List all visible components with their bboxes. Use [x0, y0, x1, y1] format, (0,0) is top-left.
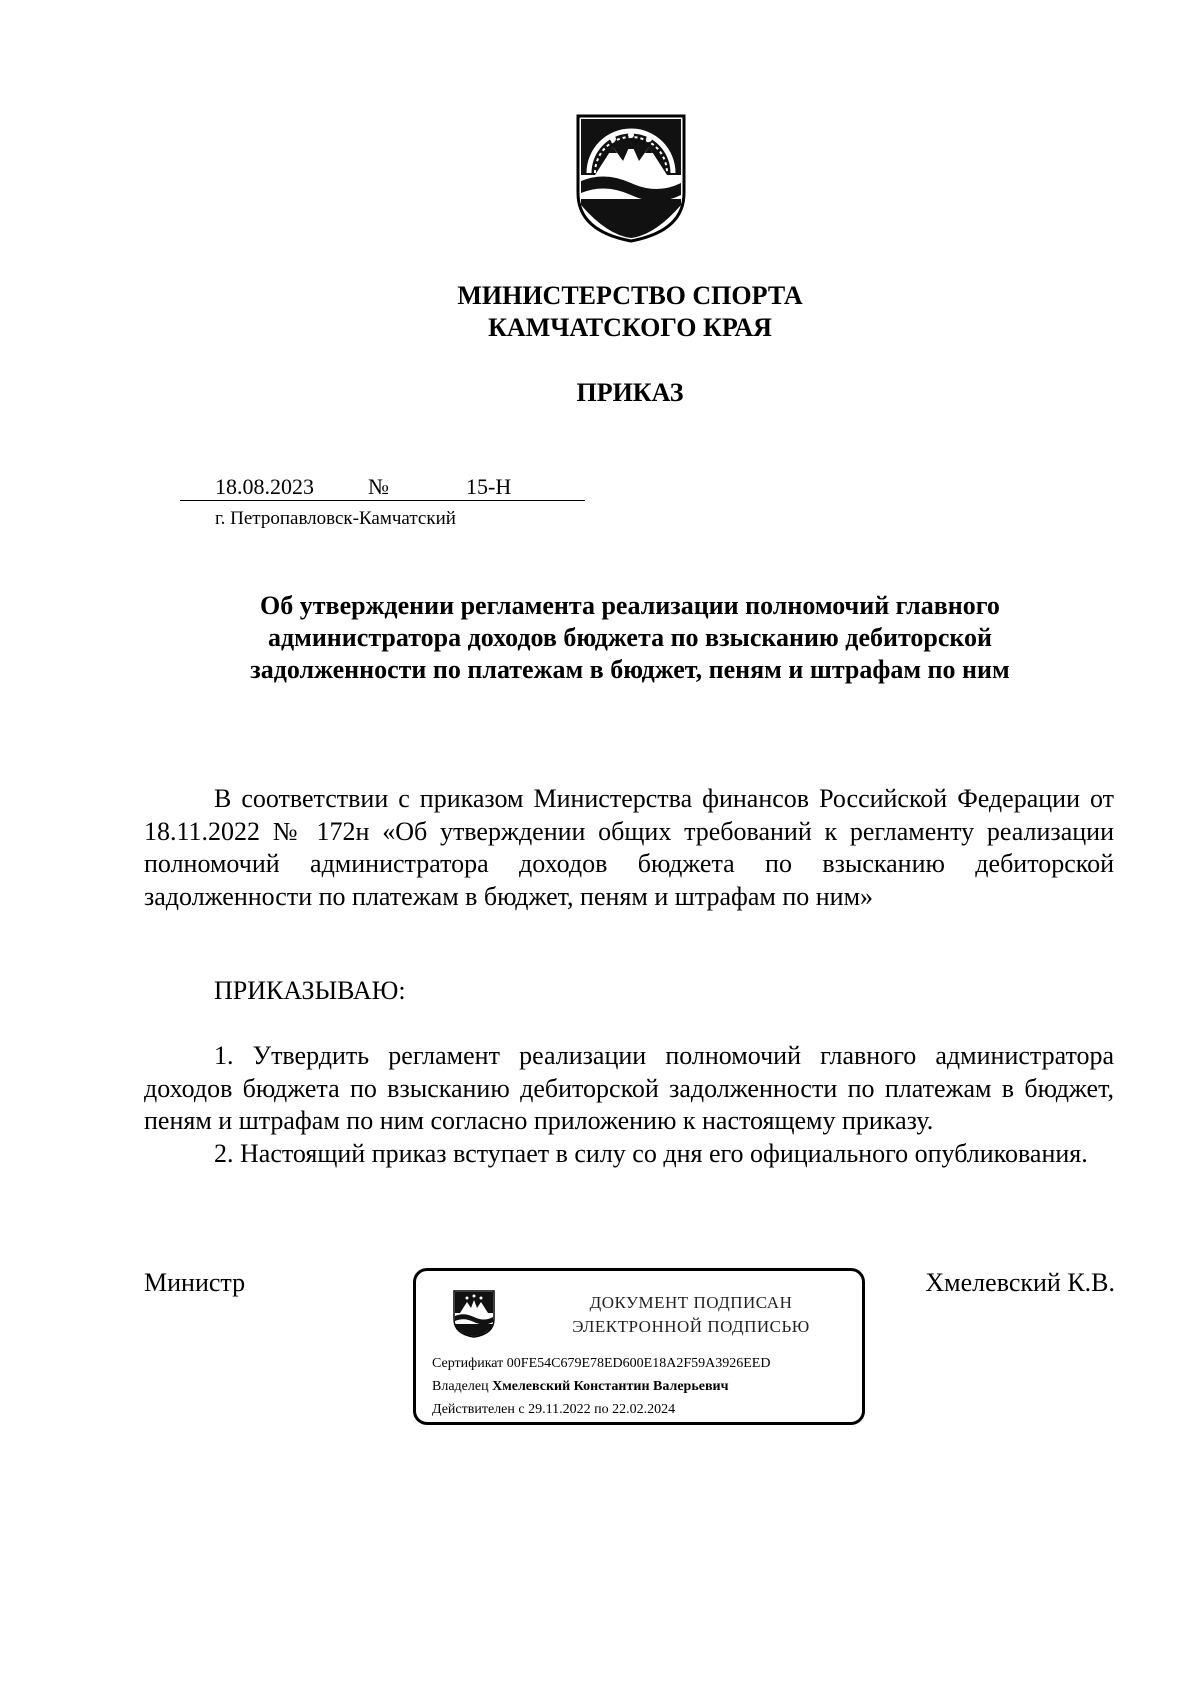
order-item-1: 1. Утвердить регламент реализации полномочий главного администратора доходов бюджета по взысканию дебиторской задолженности по платежам в бюджет, пеням и штрафам по ним согласно приложению к настоящему приказу. — [144, 1041, 1114, 1135]
stamp-certificate-label: Сертификат — [432, 1356, 504, 1371]
preamble-paragraph: В соответствии с приказом Министерства финансов Российской Федерации от 18.11.2022 № 172н «Об утверждении общих требований к регламенту реализации полномочий администратора доходов бюджета по взысканию дебиторской задолженности по платежам в бюджет, пеням и штрафам по ним» — [144, 784, 1114, 911]
stamp-certificate — [432, 1356, 770, 1372]
document-city: г. Петропавловск-Камчатский — [215, 508, 456, 529]
document-date: 18.08.2023 — [215, 474, 314, 499]
electronic-signature-stamp — [413, 1268, 865, 1425]
document-subject — [200, 590, 1060, 686]
date-number-underline — [180, 500, 585, 501]
stamp-valid-from-prefix: с — [518, 1402, 525, 1417]
stamp-title-line1: ДОКУМЕНТ ПОДПИСАН — [589, 1293, 793, 1312]
stamp-owner-label: Владелец — [432, 1379, 489, 1394]
stamp-valid-label: Действителен — [432, 1402, 515, 1417]
number-sign: № — [368, 474, 389, 499]
organization-name-line1: МИНИСТЕРСТВО СПОРТА — [457, 281, 803, 310]
stamp-title-line2: ЭЛЕКТРОННОЙ ПОДПИСЬЮ — [572, 1317, 810, 1336]
order-item-2: 2. Настоящий приказ вступает в силу со дня его официального опубликования. — [214, 1138, 1088, 1168]
organization-name-line2: КАМЧАТСКОГО КРАЯ — [488, 313, 772, 342]
order-items — [144, 1040, 1114, 1170]
stamp-owner-value: Хмелевский Константин Валерьевич — [492, 1379, 729, 1394]
document-type: ПРИКАЗ — [576, 378, 684, 407]
stamp-valid-to-prefix: по — [594, 1402, 609, 1417]
signatory-role: Министр — [144, 1268, 246, 1297]
subject-line: задолженности по платежам в бюджет, пеням и штрафам по ним — [250, 655, 1010, 684]
signatory-name: Хмелевский К.В. — [925, 1268, 1115, 1297]
stamp-valid-from: 29.11.2022 — [528, 1402, 591, 1417]
kamchatka-coat-of-arms-icon — [575, 113, 687, 243]
stamp-certificate-value: 00FE54C679E78ED600E18A2F59A3926EED — [506, 1356, 771, 1371]
stamp-owner — [432, 1379, 728, 1395]
kamchatka-coat-of-arms-icon — [452, 1289, 496, 1339]
document-number: 15-Н — [466, 474, 512, 499]
stamp-validity — [432, 1402, 675, 1418]
subject-line: администратора доходов бюджета по взысканию дебиторской — [267, 623, 993, 652]
order-word-paragraph: ПРИКАЗЫВАЮ: — [214, 976, 406, 1005]
subject-line: Об утверждении регламента реализации полномочий главного — [260, 591, 1000, 620]
stamp-valid-to: 22.02.2024 — [612, 1402, 676, 1417]
